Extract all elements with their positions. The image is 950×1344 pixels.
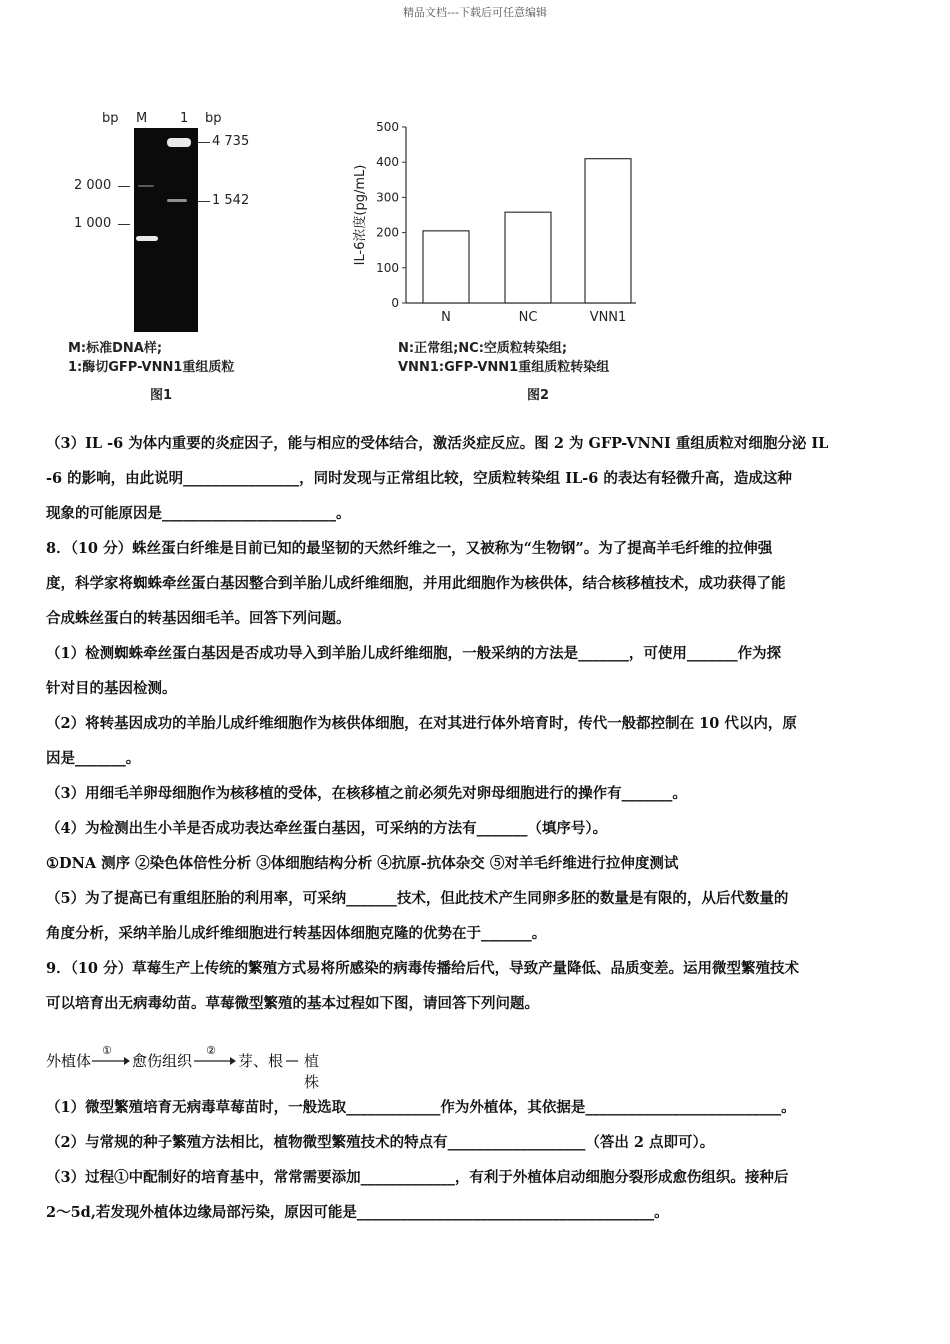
flow-step-bud-root: 芽、根 <box>238 1052 284 1070</box>
marker-label-2000: 2 000 <box>74 178 112 193</box>
flow-svg <box>46 1042 306 1076</box>
y-tick-label: 400 <box>376 155 399 170</box>
text-line: 角度分析，采纳羊胎儿成纤维细胞进行转基因体细胞克隆的优势在于_______。 <box>46 925 547 942</box>
text-line: 合成蛛丝蛋白的转基因细毛羊。回答下列问题。 <box>46 610 351 627</box>
marker-label-1542: 1 542 <box>212 193 250 208</box>
flow-arrowhead-2 <box>230 1057 236 1065</box>
question-text-block <box>46 426 906 1021</box>
y-tick-label: 500 <box>376 120 399 134</box>
band-sample-1542 <box>167 199 187 202</box>
marker-label-4735: 4 735 <box>212 134 250 149</box>
figure-1-caption: 图1 <box>150 388 173 403</box>
marker-tick-1542 <box>198 201 210 202</box>
gel-image <box>134 128 198 332</box>
bar-vnn1 <box>585 159 631 303</box>
text-line: 因是_______。 <box>46 750 141 767</box>
y-axis-label: IL-6浓度(pg/mL) <box>353 164 368 266</box>
marker-tick-1000 <box>118 224 130 225</box>
text-line: （3）过程①中配制好的培育基中，常常需要添加_____________，有利于外植体启动细胞分裂形成愈伤组织。接种后 <box>46 1169 789 1186</box>
flow-step-plant: 植株 <box>304 1052 320 1091</box>
text-line: （4）为检测出生小羊是否成功表达牵丝蛋白基因，可采纳的方法有_______（填序号）。 <box>46 820 608 837</box>
gel-unit-left: bp <box>102 111 119 126</box>
x-tick-label: VNN1 <box>589 310 627 325</box>
text-line: （1）微型繁殖培育无病毒草莓苗时，一般选取_____________作为外植体，其依据是___________________________。 <box>46 1099 796 1116</box>
flow-step-explant: 外植体 <box>46 1052 92 1070</box>
text-line: 2～5d,若发现外植体边缘局部污染，原因可能是_________________________________________。 <box>46 1204 669 1221</box>
marker-label-1000: 1 000 <box>74 216 112 231</box>
gel-lane-1: 1 <box>180 111 189 126</box>
gel-lane-m: M <box>136 111 148 126</box>
text-line: -6 的影响，由此说明________________，同时发现与正常组比较，空质粒转染组 IL-6 的表达有轻微升高，造成这种 <box>46 470 792 487</box>
text-line: （3）用细毛羊卵母细胞作为核移植的受体，在核移植之前必须先对卵母细胞进行的操作有_______。 <box>46 785 687 802</box>
text-line: 度，科学家将蜘蛛牵丝蛋白基因整合到羊胎儿成纤维细胞，并用此细胞作为核供体，结合核移植技术，成功获得了能 <box>46 575 786 592</box>
text-line: 现象的可能原因是________________________。 <box>46 505 351 522</box>
band-sample-4735 <box>167 138 191 147</box>
figure-2-legend-line2: VNN1:GFP-VNN1重组质粒转染组 <box>398 360 610 375</box>
figure-1-legend-line1: M:标准DNA样; <box>68 341 163 356</box>
text-line: （2）与常规的种子繁殖方法相比，植物微型繁殖技术的特点有___________________（答出 2 点即可）。 <box>46 1134 715 1151</box>
figure-2-caption: 图2 <box>527 388 550 403</box>
figure-2-chart <box>330 110 690 410</box>
y-tick-label: 0 <box>391 296 399 310</box>
figure-1-gel <box>0 0 320 410</box>
page-header: 精品文档---下载后可任意编辑 <box>403 6 547 19</box>
text-line: 针对目的基因检测。 <box>46 680 177 697</box>
text-line: 9．（10 分）草莓生产上传统的繁殖方式易将所感染的病毒传播给后代，导致产量降低、品质变差。运用微型繁殖技术 <box>46 960 800 977</box>
text-line: 8．（10 分）蛛丝蛋白纤维是目前已知的最坚韧的天然纤维之一，又被称为“生物钢”。为了提高羊毛纤维的拉伸强 <box>46 540 773 557</box>
figure-1-legend <box>68 339 234 377</box>
propagation-flow-diagram <box>46 1042 320 1091</box>
text-line: ①DNA 测序 ②染色体倍性分析 ③体细胞结构分析 ④抗原-抗体杂交 ⑤对羊毛纤维进行拉伸度测试 <box>46 855 679 872</box>
gel-unit-right: bp <box>205 111 222 126</box>
figure-2-legend <box>398 339 609 377</box>
text-line: 可以培育出无病毒幼苗。草莓微型繁殖的基本过程如下图，请回答下列问题。 <box>46 995 539 1012</box>
bar-n <box>423 231 469 303</box>
text-line: （5）为了提高已有重组胚胎的利用率，可采纳_______技术，但此技术产生同卵多胚的数量是有限的，从后代数量的 <box>46 890 789 907</box>
x-tick-label: NC <box>518 310 538 325</box>
y-tick-label: 200 <box>376 225 399 240</box>
flow-arrow-2-label: ② <box>206 1044 216 1057</box>
marker-tick-2000 <box>118 186 130 187</box>
text-line: （3）IL -6 为体内重要的炎症因子，能与相应的受体结合，激活炎症反应。图 2 为 GFP-VNNI 重组质粒对细胞分泌 IL <box>46 435 829 452</box>
figure-2-legend-line1: N:正常组;NC:空质粒转染组; <box>398 341 568 356</box>
bar-nc <box>505 212 551 303</box>
y-tick-label: 100 <box>376 260 399 275</box>
flow-arrowhead-1 <box>124 1057 130 1065</box>
flow-step-callus: 愈伤组织 <box>132 1052 193 1070</box>
band-marker-2000 <box>138 185 154 187</box>
y-tick-label: 300 <box>376 190 399 205</box>
il6-bar-chart <box>330 110 690 330</box>
text-line: （2）将转基因成功的羊胎儿成纤维细胞作为核供体细胞，在对其进行体外培育时，传代一般都控制在 10 代以内，原 <box>46 715 797 732</box>
flow-arrow-1-label: ① <box>102 1044 112 1057</box>
band-marker-1000 <box>136 236 158 241</box>
text-line: （1）检测蜘蛛牵丝蛋白基因是否成功导入到羊胎儿成纤维细胞，一般采纳的方法是_______，可使用_______作为探 <box>46 645 782 662</box>
question-9-text-block <box>46 1090 906 1230</box>
x-tick-label: N <box>441 310 451 325</box>
figure-1-legend-line2: 1:酶切GFP-VNN1重组质粒 <box>68 360 235 375</box>
marker-tick-4735 <box>198 142 210 143</box>
